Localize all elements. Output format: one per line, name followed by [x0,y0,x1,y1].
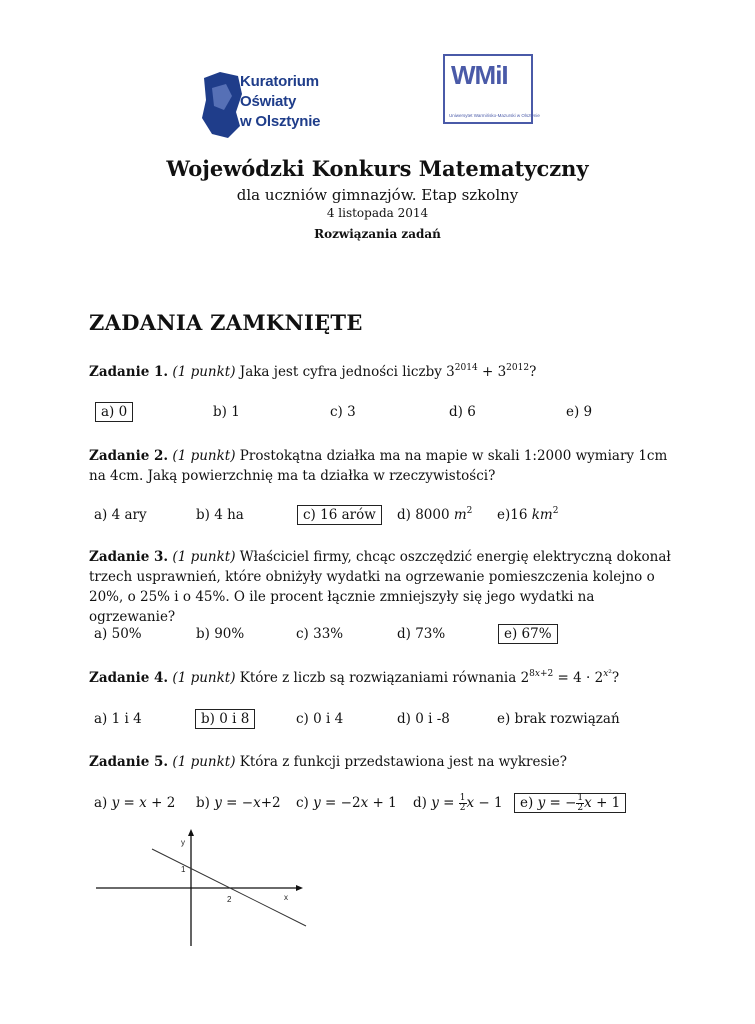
correct-answer-box: c) 16 arów [297,505,382,525]
task-4-answer-d: d) 0 i -8 [397,711,450,727]
task-5-answer-a: a) y = x + 2 [94,795,176,811]
task-points: (1 punkt) [172,364,236,380]
wmii-logo-subtext: Uniwersytet Warmińsko-Mazurski w Olsztynie [449,113,540,118]
task-2-question [89,446,679,486]
task-3-answer-c: c) 33% [296,626,344,642]
task-2-answer-b: b) 4 ha [196,507,244,523]
correct-answer-box: a) 0 [95,402,133,422]
correct-answer-box: e) 67% [498,624,558,644]
task-formula: $3^{2014} + 3^{2012}$? [446,363,537,380]
task-3-answer-d: d) 73% [397,626,446,642]
exam-date: 4 listopada 2014 [326,206,429,220]
task-points: (1 punkt) [172,670,236,686]
task-4-question [89,668,679,688]
y-axis-label: y [181,838,185,847]
task-label: Zadanie 1. [89,364,169,380]
task-points: (1 punkt) [172,549,236,565]
task-1-answer-e: e) 9 [566,404,593,420]
task-points: (1 punkt) [172,754,236,770]
task-1-answer-c: c) 3 [330,404,356,420]
kuratorium-logo [198,66,358,144]
section-title: ZADANIA ZAMKNIĘTE [89,310,363,335]
map-icon [198,66,246,142]
task-label: Zadanie 5. [89,754,169,770]
solutions-heading: Rozwiązania zadań [314,227,441,241]
task-2-answer-e: e)16 $km^2$ [497,506,559,523]
task-4-answer-a: a) 1 i 4 [94,711,142,727]
page-title: Wojewódzki Konkurs Matematyczny [166,156,589,181]
task-2-answer-d: d) 8000 $m^2$ [397,506,473,523]
task-5-answer-b: b) y = −x+2 [196,795,281,811]
task-formula: $2^{8x+2} = 4 \cdot 2^{x^2}$? [520,669,620,686]
task-text: Właściciel firmy, chcąc oszczędzić energię elektryczną dokonał trzech usprawnień, które obniżyły wydatki na ogrzewanie pomieszczenia kolejno o 20%, o 25% i o 45%. O ile procent łącznie zmniejszyły się jego wydatki na ogrzewanie? [89,549,671,625]
correct-answer-box: e) y = − $\frac{1}{2}$ x + 1 [514,793,626,813]
task-4-answer-e: e) brak rozwiązań [497,711,620,727]
task-4-answer-b [201,709,255,729]
task-5-answer-c: c) y = −2x + 1 [296,795,397,811]
kuratorium-line2: w Olsztynie [240,113,321,130]
x-axis-arrow-icon [296,885,303,891]
task-3-answer-e [504,624,558,644]
task-label: Zadanie 4. [89,670,169,686]
task-label: Zadanie 3. [89,549,169,565]
task-3-answer-a: a) 50% [94,626,142,642]
x-axis-label: x [284,893,288,902]
wmii-logo-text: WMiI [451,60,508,90]
kuratorium-line1: Kuratorium Oświaty [240,73,319,110]
task-label: Zadanie 2. [89,448,169,464]
task-5-answer-d: d) y = $\frac{1}{2}$ x − 1 [413,793,503,813]
task-3-question [89,547,679,627]
task-1-question [89,362,679,382]
task-text: Które z liczb są rozwiązaniami równania [239,670,517,686]
task-points: (1 punkt) [172,448,236,464]
task-2-answer-c [303,505,382,525]
y-tick-1: 1 [181,865,186,874]
task-5-answer-e [520,793,626,813]
task-1-answer-b: b) 1 [213,404,240,420]
task-1-answer-d: d) 6 [449,404,476,420]
wmii-logo [443,54,540,124]
correct-answer-box: b) 0 i 8 [195,709,255,729]
task-text: Która z funkcji przedstawiona jest na wykresie? [239,754,567,770]
task-3-answer-b: b) 90% [196,626,245,642]
task-4-answer-c: c) 0 i 4 [296,711,344,727]
page-subtitle: dla uczniów gimnazjów. Etap szkolny [236,186,519,204]
function-graph [96,828,311,953]
y-axis-arrow-icon [188,829,194,836]
task-text: Jaka jest cyfra jedności liczby [239,364,442,380]
task-2-answer-a: a) 4 ary [94,507,147,523]
task-text: Prostokątna działka ma na mapie w skali 1:2000 wymiary 1cm na 4cm. Jaką powierzchnię ma ta działka w rzeczywistości? [89,448,668,484]
task-1-answer-a [101,402,133,422]
task-5-question [89,752,679,772]
x-tick-2: 2 [227,895,232,904]
